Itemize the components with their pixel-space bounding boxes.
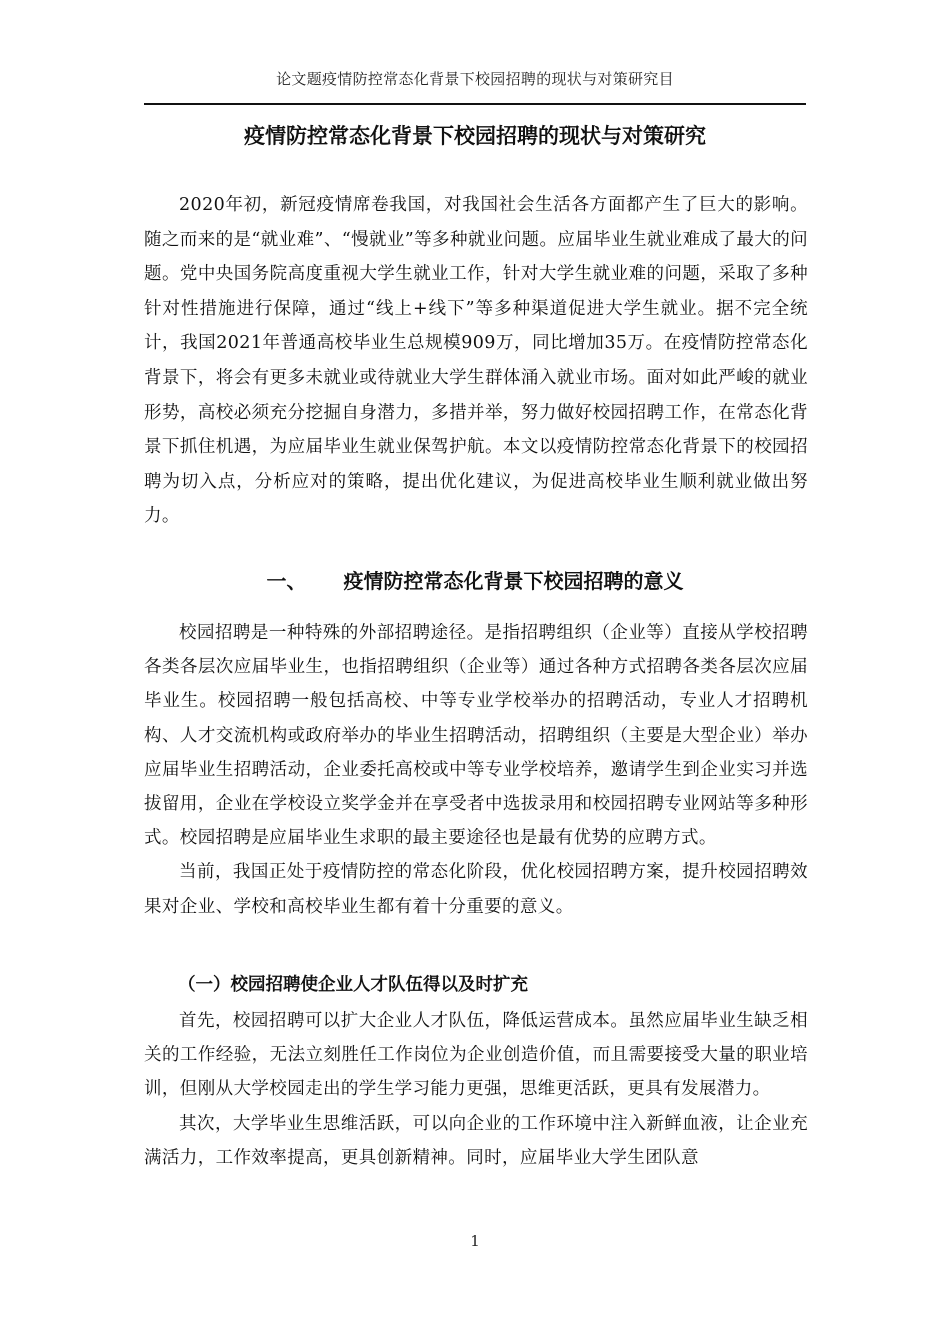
document-title: 疫情防控常态化背景下校园招聘的现状与对策研究	[244, 123, 706, 148]
header-divider	[144, 103, 806, 105]
section-body	[144, 616, 808, 924]
subsection-paragraph: 其次，大学毕业生思维活跃，可以向企业的工作环境中注入新鲜血液，让企业充满活力，工作效率提高，更具创新精神。同时，应届毕业大学生团队意	[144, 1113, 808, 1168]
subsection-paragraph: 首先，校园招聘可以扩大企业人才队伍，降低运营成本。虽然应届毕业生缺乏相关的工作经验，无法立刻胜任工作岗位为企业创造价值，而且需要接受大量的职业培训，但刚从大学校园走出的学生学习能力更强，思维更活跃，更具有发展潜力。	[144, 1011, 808, 1100]
section-number: 一、	[266, 569, 307, 593]
page-number: 1	[470, 1232, 480, 1250]
section-paragraph: 当前，我国正处于疫情防控的常态化阶段，优化校园招聘方案，提升校园招聘效果对企业、学校和高校毕业生都有着十分重要的意义。	[144, 862, 808, 917]
running-header: 论文题疫情防控常态化背景下校园招聘的现状与对策研究目	[276, 70, 674, 88]
subsection-heading: （一）校园招聘使企业人才队伍得以及时扩充	[178, 975, 528, 995]
section-heading	[144, 563, 806, 599]
intro-paragraph: 2020年初，新冠疫情席卷我国，对我国社会生活各方面都产生了巨大的影响。随之而来的是“就业难”、“慢就业”等多种就业问题。应届毕业生就业难成了最大的问题。党中央国务院高度重视大学生就业工作，针对大学生就业难的问题，采取了多种针对性措施进行保障，通过“线上+线下”等多种渠道促进大学生就业。据不完全统计，我国2021年普通高校毕业生总规模909万，同比增加35万。在疫情防控常态化背景下，将会有更多未就业或待就业大学生群体涌入就业市场。面对如此严峻的就业形势，高校必须充分挖掘自身潜力，多措并举，努力做好校园招聘工作，在常态化背景下抓住机遇，为应届毕业生就业保驾护航。本文以疫情防控常态化背景下的校园招聘为切入点，分析应对的策略，提出优化建议，为促进高校毕业生顺利就业做出努力。	[144, 195, 808, 527]
section-title: 疫情防控常态化背景下校园招聘的意义	[343, 569, 684, 593]
subsection-body	[144, 1004, 808, 1175]
intro-section	[144, 188, 808, 534]
section-paragraph: 校园招聘是一种特殊的外部招聘途径。是指招聘组织（企业等）直接从学校招聘各类各层次应届毕业生，也指招聘组织（企业等）通过各种方式招聘各类各层次应届毕业生。校园招聘一般包括高校、中等专业学校举办的招聘活动，专业人才招聘机构、人才交流机构或政府举办的毕业生招聘活动，招聘组织（主要是大型企业）举办应届毕业生招聘活动，企业委托高校或中等专业学校培养，邀请学生到企业实习并选拔留用，企业在学校设立奖学金并在享受者中选拔录用和校园招聘专业网站等多种形式。校园招聘是应届毕业生求职的最主要途径也是最有优势的应聘方式。	[144, 623, 808, 849]
